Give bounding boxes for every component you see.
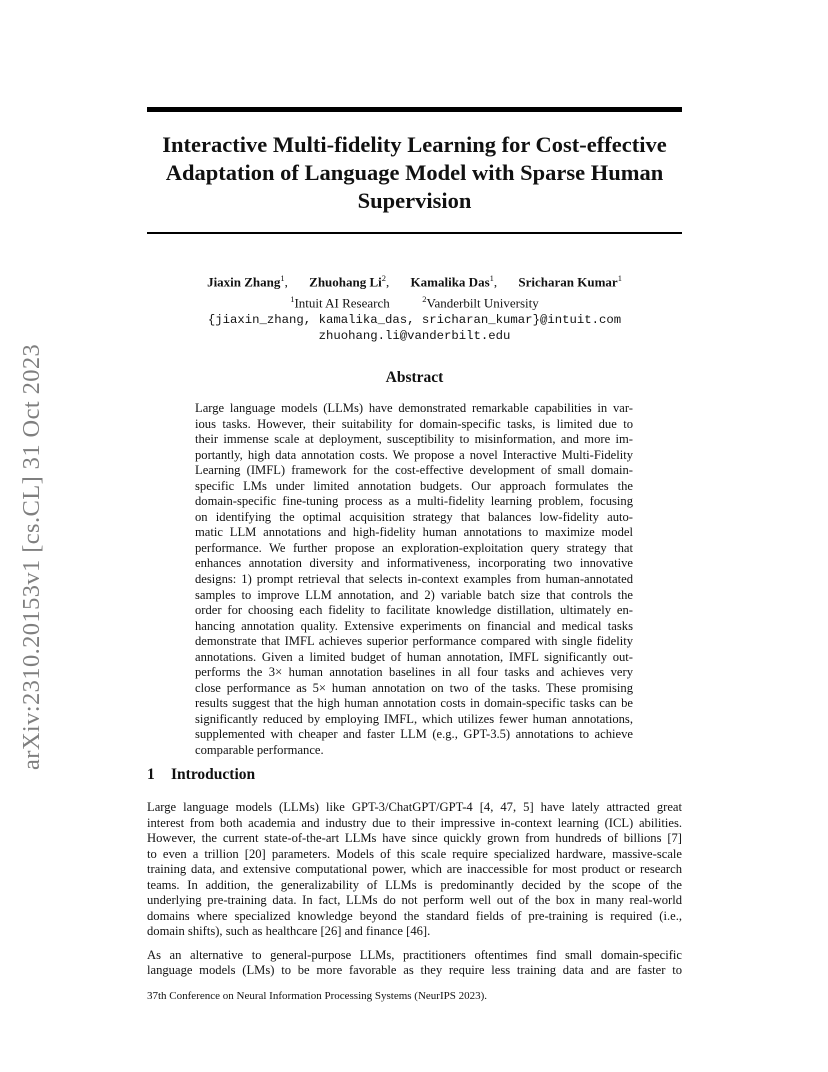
abstract-line: close performance as 5× human annotation on two of the tasks. These promising [195, 680, 633, 695]
abstract-line: results suggest that the high human annotation costs in domain-specific tasks can be [195, 696, 633, 711]
intro-line: domains where specialized knowledge beyond the standard fields of pre-training is required (i.e., [147, 908, 682, 923]
abstract-line: on identifying the optimal acquisition strategy that balances low-fidelity auto- [195, 509, 633, 524]
author-name: Zhuohang Li [309, 274, 382, 290]
intro-line: training data, and extensive computational power, which are inaccessible for most product or research [147, 862, 682, 877]
affiliation-mark: 2 [422, 293, 427, 304]
section-title: Introduction [171, 766, 256, 783]
abstract-line: designs: 1) prompt retrieval that selects in-context examples from human-annotated [195, 572, 633, 587]
paragraph [147, 948, 682, 979]
abstract-line: enhances annotation diversity and informativeness, incorporating two innovative [195, 556, 633, 571]
abstract-line: samples to improve LLM annotation, and 2) variable batch size that controls the [195, 587, 633, 602]
abstract-line: matic LLM annotations and high-fidelity human annotations to maximize model [195, 525, 633, 540]
author-affiliation-mark: 1 [489, 273, 494, 283]
abstract-line: demonstrate that IMFL achieves superior performance compared with single fidelity [195, 634, 633, 649]
author-email[interactable]: zhuohang.li@vanderbilt.edu [318, 329, 511, 344]
abstract-heading: Abstract [385, 369, 444, 386]
author-affiliation-mark: 1 [280, 273, 285, 283]
abstract-line: order for choosing each fidelity to facilitate knowledge distillation, ultimately en- [195, 603, 633, 618]
intro-line: As an alternative to general-purpose LLMs, practitioners oftentimes find small domain-specific [147, 947, 682, 962]
arxiv-identifier: arXiv:2310.20153v1 [cs.CL] 31 Oct 2023 [18, 343, 45, 770]
intro-line: language models (LMs) to be more favorable as they require less training data and are faster to [147, 963, 682, 978]
affiliation-mark: 1 [290, 293, 295, 304]
abstract-line: specific LMs under limited annotation budgets. Our approach formulates the [195, 478, 633, 493]
abstract-line: portantly, high data annotation costs. We propose a novel Interactive Multi-Fidelity [195, 447, 633, 462]
intro-line: to even a trillion [20] parameters. Models of this scale require specialized hardware, massive-scale [147, 846, 682, 861]
author-name: Jiaxin Zhang [207, 274, 281, 290]
title-line: Adaptation of Language Model with Sparse Human [165, 160, 664, 185]
author-name: Sricharan Kumar [518, 274, 618, 290]
abstract-line: significantly reduced by employing IMFL, which utilizes fewer human annotations, [195, 711, 633, 726]
affiliation: Intuit AI Research [294, 295, 390, 311]
author-name: Kamalika Das [410, 274, 490, 290]
abstract-line: supplemented with cheaper and faster LLM (e.g., GPT-3.5) annotations to achieve [195, 727, 633, 742]
title-line: Interactive Multi-fidelity Learning for Cost-effective [162, 132, 667, 157]
abstract-line: Large language models (LLMs) have demonstrated remarkable capabilities in var- [195, 401, 633, 415]
intro-line: However, the current state-of-the-art LLMs have since quickly grown from hundreds of billions [7] [147, 831, 682, 846]
intro-line: teams. In addition, the generalizability of LLMs is predominantly decided by the scope of the [147, 877, 682, 892]
section-number: 1 [147, 766, 155, 783]
abstract-body [195, 401, 633, 759]
author-block [147, 270, 682, 345]
section-heading-introduction [147, 766, 255, 784]
paragraph [147, 800, 682, 940]
affiliations [147, 291, 682, 312]
title-bottom-rule [147, 232, 682, 234]
author-affiliation-mark: 1 [617, 273, 622, 283]
abstract-line: annotations. Given a limited budget of human annotation, IMFL significantly out- [195, 649, 633, 664]
intro-line: interest from both academia and industry due to their impressive in-context learning (ICL) abilities. [147, 815, 682, 830]
abstract-line: performs the 3× human annotation baselines in all four tasks and achieves very [195, 665, 633, 680]
author-email[interactable]: {jiaxin_zhang, kamalika_das, sricharan_kumar}@intuit.com [207, 312, 622, 327]
title-top-rule [147, 107, 682, 112]
title-line: Supervision [357, 188, 472, 213]
abstract-line: performance. We further propose an exploration-exploitation query strategy that [195, 540, 633, 555]
abstract-line: their immense scale at deployment, susceptibility to misinformation, and more im- [195, 432, 633, 447]
author-names: Jiaxin Zhang$^1$, Zhuohang Li$^2$, Kamalika Das$^1$, Sricharan Kumar$^1$ [207, 273, 622, 290]
abstract-line: domain-specific fine-tuning process as a multi-fidelity learning problem, focusing [195, 494, 633, 509]
affiliation: Vanderbilt University [426, 295, 539, 311]
abstract-line: Learning (IMFL) framework for the cost-effective development of small domain- [195, 463, 633, 478]
abstract-line: ious tasks. However, their suitability for domain-specific tasks, is limited due to [195, 416, 633, 431]
intro-line: underlying pre-training data. In fact, LLMs do not perform well out of the box in many real-world [147, 893, 682, 908]
introduction-body [147, 800, 682, 979]
conference-footer: 37th Conference on Neural Information Processing Systems (NeurIPS 2023). [147, 990, 488, 1002]
intro-line: domain shifts), such as healthcare [26] and finance [46]. [147, 924, 431, 939]
abstract-line: comparable performance. [195, 743, 324, 758]
intro-line: Large language models (LLMs) like GPT-3/ChatGPT/GPT-4 [4, 47, 5] have lately attracted great [147, 800, 682, 814]
paper-title [147, 131, 682, 215]
abstract-line: hancing annotation quality. Extensive experiments on financial and medical tasks [195, 618, 633, 633]
author-affiliation-mark: 2 [381, 273, 387, 283]
